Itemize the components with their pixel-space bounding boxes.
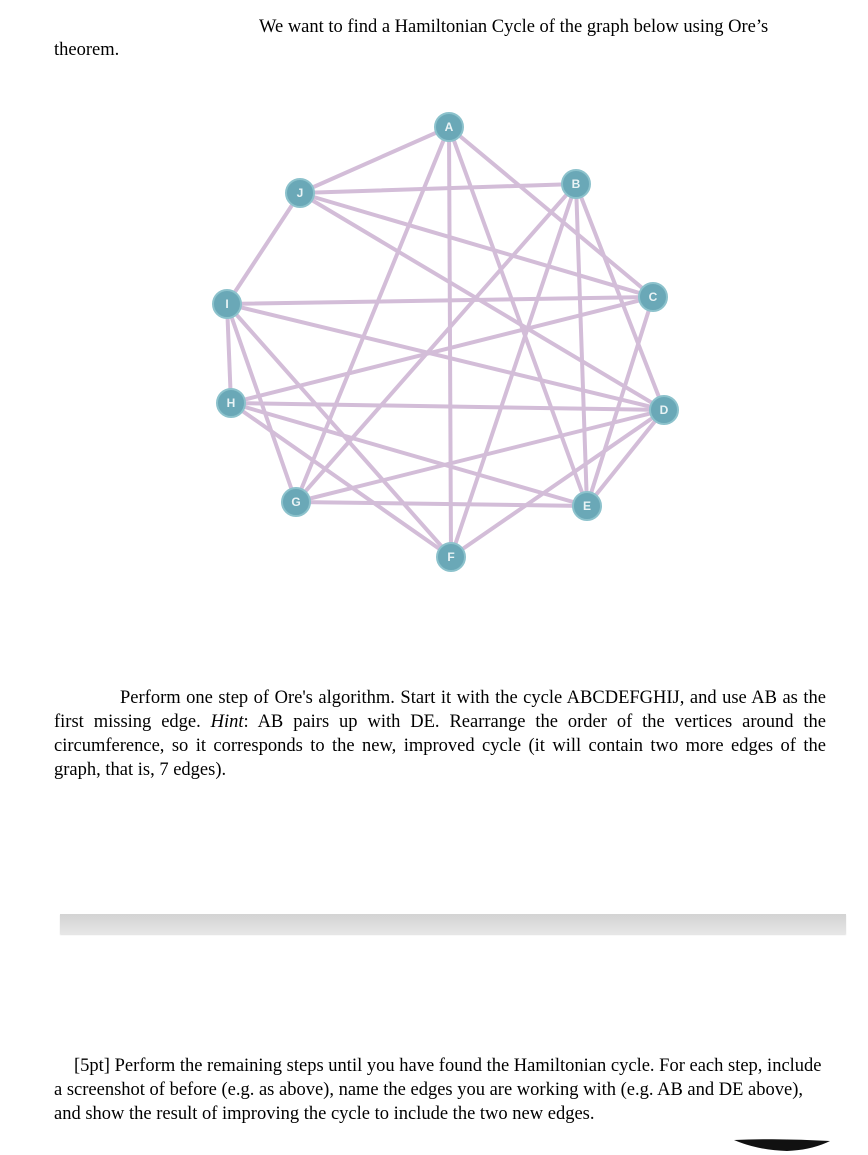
scan-mark <box>732 1138 832 1152</box>
vertex-f <box>437 543 465 571</box>
vertex-h <box>217 389 245 417</box>
vertex-i <box>213 290 241 318</box>
edge-ch <box>231 297 653 403</box>
section-divider <box>60 914 846 934</box>
hint-label: Hint <box>210 712 244 732</box>
edge-bj <box>300 184 576 193</box>
vertex-label: C <box>648 290 658 304</box>
vertex-label: A <box>444 120 454 134</box>
edge-fi <box>227 304 451 557</box>
vertex-a <box>435 113 463 141</box>
vertex-label: G <box>291 495 301 509</box>
edge-eh <box>231 403 587 506</box>
edge-di <box>227 304 664 410</box>
vertex-label: D <box>659 403 669 417</box>
vertex-label: H <box>226 396 236 410</box>
edge-af <box>449 127 451 557</box>
edge-dh <box>231 403 664 410</box>
vertex-label: I <box>225 297 229 311</box>
vertex-d <box>650 396 678 424</box>
edge-bf <box>451 184 576 557</box>
instruction-text-1: Perform one step of Ore's algorithm. Start it with the cycle ABCDEFGHIJ, and use AB as the first missing edge. <box>54 688 826 732</box>
vertex-label: E <box>582 499 592 513</box>
vertex-g <box>282 488 310 516</box>
vertex-b <box>562 170 590 198</box>
edge-ce <box>587 297 653 506</box>
instruction-paragraph-2: [5pt] Perform the remaining steps until you have found the Hamiltonian cycle. For each step, include a screenshot of before (e.g. as above), name the edges you are working with (e.g. AB and DE above), and show the result of improving the cycle to include the two new edges. <box>54 1056 822 1124</box>
vertex-label: F <box>447 550 455 564</box>
vertex-label: B <box>571 177 581 191</box>
edge-eg <box>296 502 587 506</box>
vertex-j <box>286 179 314 207</box>
edge-be <box>576 184 587 506</box>
intro-line-2: theorem. <box>54 40 120 60</box>
vertex-c <box>639 283 667 311</box>
vertex-label: J <box>296 186 304 200</box>
vertex-e <box>573 492 601 520</box>
edge-df <box>451 410 664 557</box>
edge-ij <box>227 193 300 304</box>
instruction-paragraph-1 <box>54 686 826 782</box>
edge-fh <box>231 403 451 557</box>
instruction-text-2: : AB pairs up with DE. Rearrange the order of the vertices around the circumference, so it corresponds to the new, improved cycle (it will contain two more edges of the graph, that is, 7 edges). <box>54 712 826 780</box>
intro-line-1: We want to find a Hamiltonian Cycle of the graph below using Ore’s <box>259 17 769 37</box>
edge-ci <box>227 297 653 304</box>
